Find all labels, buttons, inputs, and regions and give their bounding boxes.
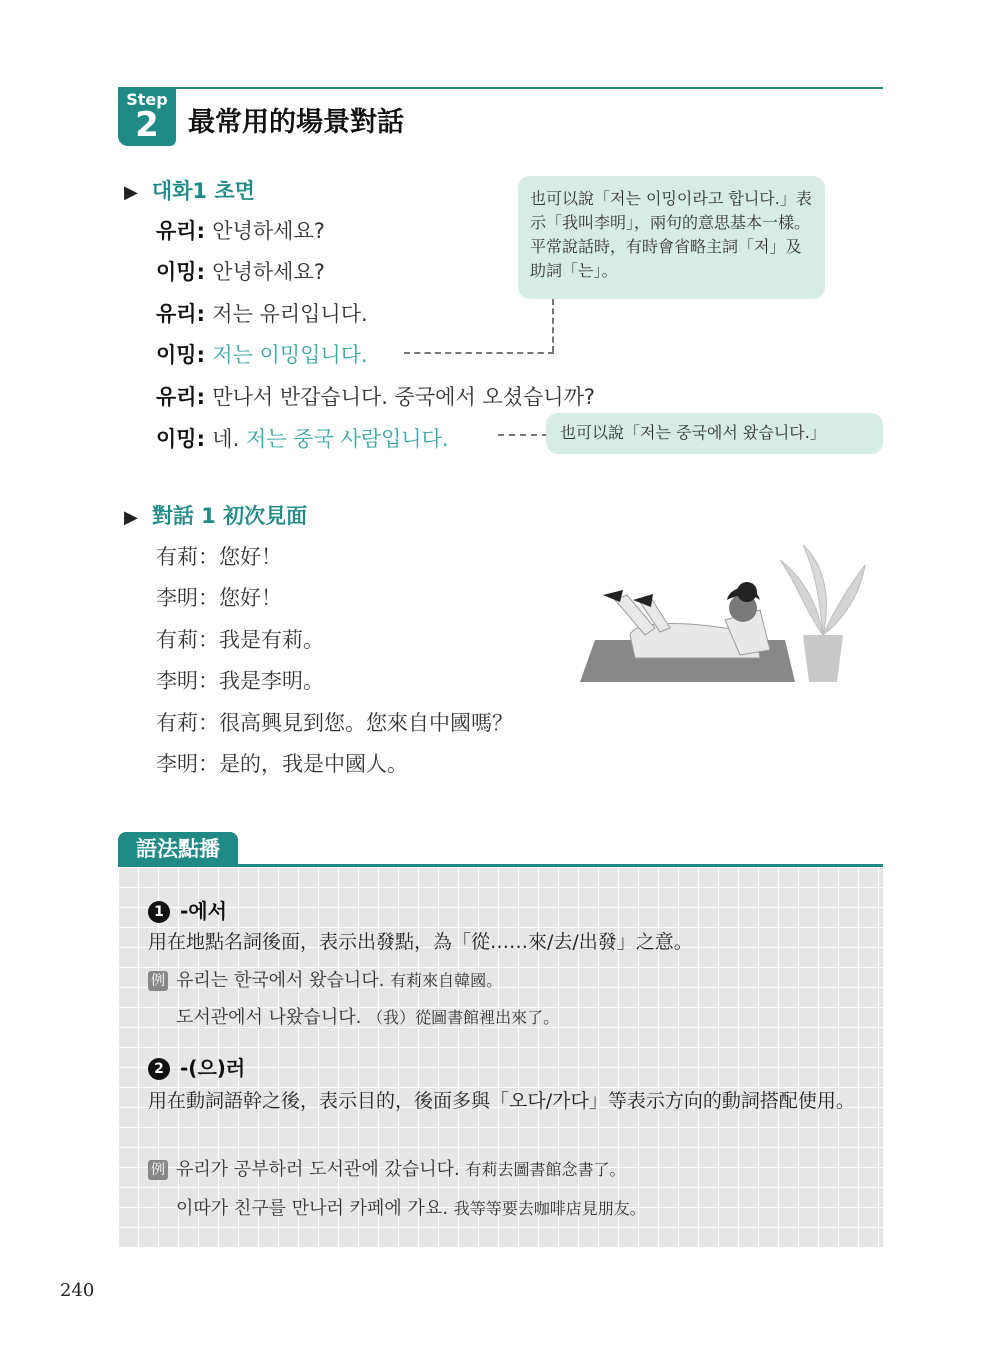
note-connector-vertical [552,299,554,352]
step-number: 2 [135,105,159,145]
speaker: 이밍 [156,343,197,367]
example-row [148,966,502,992]
example-chinese: 有莉去圖書館念書了。 [465,1160,626,1179]
example-row [176,1003,559,1029]
line-text: 是的，我是中國人。 [219,752,408,776]
korean-dialogue-heading [124,175,255,205]
grammar-title: 語法點播 [118,832,238,866]
example-korean: 유리는 한국에서 왔습니다. [176,970,385,991]
example-chinese: （我）從圖書館裡出來了。 [367,1008,560,1027]
number-circle-icon: 1 [148,901,170,923]
korean-line: 유리: 안녕하세요? [156,219,325,243]
play-arrow-icon: ▶ [124,507,138,528]
play-arrow-icon: ▶ [124,182,138,203]
line-text: 안녕하세요? [212,219,325,243]
korean-line: 이밍: 네. 저는 중국 사람입니다. [156,427,449,451]
line-text: 만나서 반갑습니다. 중국에서 오셨습니까? [212,385,596,409]
page-number: 240 [60,1280,95,1301]
line-text: 我是李明。 [219,669,324,693]
highlighted-text: 저는 중국 사람입니다. [245,427,449,451]
speaker: 유리 [156,219,197,243]
number-circle-icon: 2 [148,1058,170,1080]
chinese-line: 李明：我是李明。 [156,669,324,693]
chinese-dialogue-heading [124,500,307,530]
note-bubble-1: 也可以說「저는 이밍이라고 합니다.」表示「我叫李明」，兩句的意思基本一樣。平常說話時，有時會省略主詞「저」及助詞「는」。 [518,176,825,299]
line-text: 네. [212,427,246,451]
korean-line: 유리: 만나서 반갑습니다. 중국에서 오셨습니까? [156,385,596,409]
chinese-line: 有莉：我是有莉。 [156,628,324,652]
line-text: 您好！ [219,545,282,569]
example-korean: 유리가 공부하러 도서관에 갔습니다. [176,1159,460,1180]
example-korean: 이따가 친구를 만나러 카페에 가요. [176,1198,449,1219]
korean-dialogue-title: 대화1 초면 [151,179,255,203]
illustration-girl-on-mat [575,540,875,690]
step-badge [118,88,176,146]
example-row [176,1194,646,1220]
speaker: 有莉 [156,711,198,735]
example-korean: 도서관에서 나왔습니다. [176,1007,362,1028]
chinese-line: 有莉：很高興見到您。您來自中國嗎？ [156,711,513,735]
example-tag-icon: 例 [148,971,168,991]
speaker: 유리 [156,302,197,326]
speaker: 有莉 [156,628,198,652]
example-chinese: 我等等要去咖啡店見朋友。 [453,1199,646,1218]
grammar-form: -(으)러 [180,1056,246,1080]
example-row [148,1155,625,1181]
korean-line: 유리: 저는 유리입니다. [156,302,368,326]
grammar-item-1-desc: 用在地點名詞後面，表示出發點，為「從……來/去/出發」之意。 [148,931,693,953]
chinese-line: 李明：您好！ [156,586,282,610]
chinese-dialogue-title: 對話 1 初次見面 [151,504,308,528]
note-connector-2 [498,434,548,436]
speaker: 李明 [156,586,198,610]
speaker: 李明 [156,752,198,776]
korean-line: 이밍: 안녕하세요? [156,260,325,284]
line-text: 很高興見到您。您來自中國嗎？ [219,711,513,735]
line-text: 您好！ [219,586,282,610]
line-text: 안녕하세요? [212,260,325,284]
speaker: 유리 [156,385,197,409]
note-bubble-2: 也可以說「저는 중국에서 왔습니다.」 [546,413,883,454]
step-word: Step [126,90,168,109]
grammar-item-1-heading [148,895,227,924]
speaker: 李明 [156,669,198,693]
korean-line: 이밍: 저는 이밍입니다. [156,343,368,367]
example-chinese: 有莉來自韓國。 [390,971,503,990]
highlighted-text: 저는 이밍입니다. [212,343,368,367]
speaker: 有莉 [156,545,198,569]
note-connector-horizontal [404,352,554,354]
step-title: 最常用的場景對話 [188,107,404,138]
example-tag-icon: 例 [148,1160,168,1180]
grammar-item-2-heading [148,1052,245,1081]
speaker: 이밍 [156,427,197,451]
grammar-item-2-desc: 用在動詞語幹之後，表示目的，後面多與「오다/가다」等表示方向的動詞搭配使用。 [148,1090,855,1112]
chinese-line: 李明：是的，我是中國人。 [156,752,408,776]
chinese-line: 有莉：您好！ [156,545,282,569]
step-header-rule [118,87,883,89]
speaker: 이밍 [156,260,197,284]
line-text: 저는 유리입니다. [212,302,368,326]
grammar-form: -에서 [180,899,227,923]
line-text: 我是有莉。 [219,628,324,652]
